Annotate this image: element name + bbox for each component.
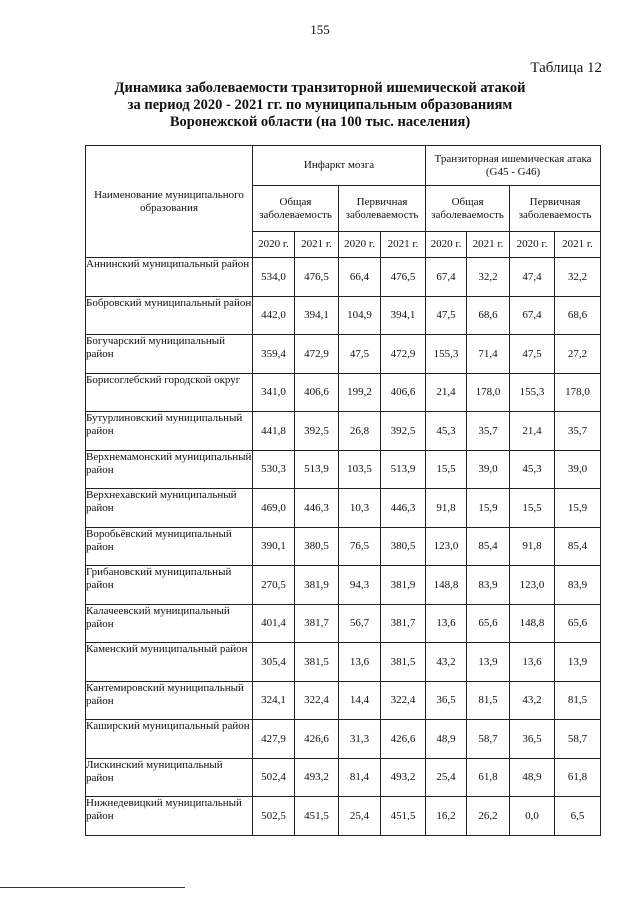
value-cell: 32,2	[467, 258, 510, 297]
value-cell: 27,2	[555, 335, 601, 374]
value-cell: 39,0	[555, 450, 601, 489]
value-cell: 56,7	[339, 604, 381, 643]
value-cell: 513,9	[295, 450, 339, 489]
value-cell: 21,4	[426, 373, 467, 412]
value-cell: 534,0	[253, 258, 295, 297]
value-cell: 39,0	[467, 450, 510, 489]
value-cell: 10,3	[339, 489, 381, 528]
value-cell: 94,3	[339, 566, 381, 605]
value-cell: 48,9	[426, 720, 467, 759]
table-row	[86, 758, 601, 797]
value-cell: 36,5	[510, 720, 555, 759]
value-cell: 71,4	[467, 335, 510, 374]
title-line: Воронежской области (на 100 тыс. населения)	[169, 114, 471, 130]
municipality-name: Борисоглебский городской округ	[86, 373, 253, 412]
value-cell: 322,4	[381, 681, 426, 720]
municipality-name: Бобровский муниципальный район	[86, 296, 253, 335]
table-row	[86, 720, 601, 759]
value-cell: 390,1	[253, 527, 295, 566]
value-cell: 381,5	[295, 643, 339, 682]
value-cell: 43,2	[426, 643, 467, 682]
value-cell: 426,6	[381, 720, 426, 759]
header-year: 2020 г.	[339, 232, 381, 258]
value-cell: 47,5	[426, 296, 467, 335]
value-cell: 446,3	[381, 489, 426, 528]
value-cell: 61,8	[555, 758, 601, 797]
value-cell: 35,7	[467, 412, 510, 451]
value-cell: 451,5	[295, 797, 339, 836]
value-cell: 123,0	[426, 527, 467, 566]
header-tia: Транзиторная ишемическая атака (G45 - G46)	[426, 146, 601, 186]
table-row	[86, 335, 601, 374]
page-number: 155	[310, 22, 330, 37]
footer-divider	[0, 887, 185, 888]
value-cell: 502,5	[253, 797, 295, 836]
value-cell: 15,9	[467, 489, 510, 528]
value-cell: 103,5	[339, 450, 381, 489]
table-label: Таблица 12	[530, 60, 602, 76]
value-cell: 83,9	[467, 566, 510, 605]
value-cell: 35,7	[555, 412, 601, 451]
table-row	[86, 412, 601, 451]
value-cell: 381,7	[295, 604, 339, 643]
municipality-name: Верхнехавский муниципальный район	[86, 489, 253, 528]
table-row	[86, 450, 601, 489]
header-total-morbidity: Общая заболеваемость	[253, 186, 339, 232]
value-cell: 65,6	[555, 604, 601, 643]
table-row	[86, 604, 601, 643]
value-cell: 381,9	[295, 566, 339, 605]
table-row	[86, 566, 601, 605]
header-total-morbidity: Общая заболеваемость	[426, 186, 510, 232]
value-cell: 66,4	[339, 258, 381, 297]
value-cell: 178,0	[467, 373, 510, 412]
table-row	[86, 296, 601, 335]
header-stroke: Инфаркт мозга	[253, 146, 426, 186]
morbidity-table	[85, 145, 601, 836]
municipality-name: Бутурлиновский муниципальный район	[86, 412, 253, 451]
municipality-name: Кантемировский муниципальный район	[86, 681, 253, 720]
value-cell: 380,5	[381, 527, 426, 566]
header-name: Наименование муниципального образования	[86, 146, 253, 258]
value-cell: 476,5	[381, 258, 426, 297]
header-year: 2020 г.	[510, 232, 555, 258]
value-cell: 36,5	[426, 681, 467, 720]
value-cell: 426,6	[295, 720, 339, 759]
value-cell: 104,9	[339, 296, 381, 335]
value-cell: 380,5	[295, 527, 339, 566]
value-cell: 25,4	[339, 797, 381, 836]
value-cell: 381,9	[381, 566, 426, 605]
value-cell: 381,5	[381, 643, 426, 682]
value-cell: 61,8	[467, 758, 510, 797]
value-cell: 13,6	[426, 604, 467, 643]
header-year: 2021 г.	[555, 232, 601, 258]
value-cell: 270,5	[253, 566, 295, 605]
value-cell: 48,9	[510, 758, 555, 797]
table-row	[86, 527, 601, 566]
value-cell: 15,5	[426, 450, 467, 489]
value-cell: 25,4	[426, 758, 467, 797]
value-cell: 155,3	[510, 373, 555, 412]
municipality-name: Богучарский муниципальный район	[86, 335, 253, 374]
value-cell: 15,5	[510, 489, 555, 528]
value-cell: 530,3	[253, 450, 295, 489]
value-cell: 502,4	[253, 758, 295, 797]
value-cell: 68,6	[467, 296, 510, 335]
title-line: Динамика заболеваемости транзиторной ишемической атакой	[114, 80, 526, 96]
value-cell: 341,0	[253, 373, 295, 412]
header-primary-morbidity: Первичная заболеваемость	[339, 186, 426, 232]
value-cell: 451,5	[381, 797, 426, 836]
value-cell: 513,9	[381, 450, 426, 489]
value-cell: 148,8	[510, 604, 555, 643]
municipality-name: Каменский муниципальный район	[86, 643, 253, 682]
value-cell: 0,0	[510, 797, 555, 836]
value-cell: 13,9	[555, 643, 601, 682]
value-cell: 32,2	[555, 258, 601, 297]
value-cell: 493,2	[295, 758, 339, 797]
value-cell: 83,9	[555, 566, 601, 605]
value-cell: 47,5	[510, 335, 555, 374]
value-cell: 81,4	[339, 758, 381, 797]
value-cell: 472,9	[381, 335, 426, 374]
value-cell: 45,3	[426, 412, 467, 451]
table-row	[86, 258, 601, 297]
value-cell: 394,1	[295, 296, 339, 335]
value-cell: 406,6	[381, 373, 426, 412]
header-year: 2021 г.	[467, 232, 510, 258]
municipality-name: Аннинский муниципальный район	[86, 258, 253, 297]
value-cell: 47,5	[339, 335, 381, 374]
table-row	[86, 489, 601, 528]
value-cell: 76,5	[339, 527, 381, 566]
value-cell: 392,5	[381, 412, 426, 451]
value-cell: 442,0	[253, 296, 295, 335]
value-cell: 427,9	[253, 720, 295, 759]
value-cell: 67,4	[426, 258, 467, 297]
page-title	[60, 80, 580, 131]
table-row	[86, 797, 601, 836]
value-cell: 43,2	[510, 681, 555, 720]
title-line: за период 2020 - 2021 гг. по муниципальным образованиям	[127, 97, 513, 113]
value-cell: 45,3	[510, 450, 555, 489]
value-cell: 26,8	[339, 412, 381, 451]
value-cell: 6,5	[555, 797, 601, 836]
value-cell: 406,6	[295, 373, 339, 412]
header-year: 2020 г.	[253, 232, 295, 258]
value-cell: 472,9	[295, 335, 339, 374]
value-cell: 155,3	[426, 335, 467, 374]
value-cell: 178,0	[555, 373, 601, 412]
value-cell: 322,4	[295, 681, 339, 720]
header-year: 2020 г.	[426, 232, 467, 258]
header-year: 2021 г.	[381, 232, 426, 258]
municipality-name: Воробьёвский муниципальный район	[86, 527, 253, 566]
value-cell: 123,0	[510, 566, 555, 605]
value-cell: 81,5	[555, 681, 601, 720]
value-cell: 58,7	[467, 720, 510, 759]
value-cell: 305,4	[253, 643, 295, 682]
value-cell: 13,6	[339, 643, 381, 682]
value-cell: 91,8	[510, 527, 555, 566]
value-cell: 14,4	[339, 681, 381, 720]
municipality-name: Калачеевский муниципальный район	[86, 604, 253, 643]
value-cell: 401,4	[253, 604, 295, 643]
table-row	[86, 373, 601, 412]
value-cell: 446,3	[295, 489, 339, 528]
value-cell: 58,7	[555, 720, 601, 759]
value-cell: 81,5	[467, 681, 510, 720]
value-cell: 148,8	[426, 566, 467, 605]
value-cell: 65,6	[467, 604, 510, 643]
value-cell: 68,6	[555, 296, 601, 335]
value-cell: 13,6	[510, 643, 555, 682]
value-cell: 394,1	[381, 296, 426, 335]
value-cell: 324,1	[253, 681, 295, 720]
table-row	[86, 643, 601, 682]
value-cell: 199,2	[339, 373, 381, 412]
value-cell: 469,0	[253, 489, 295, 528]
municipality-name: Лискинский муниципальный район	[86, 758, 253, 797]
table-body	[86, 258, 601, 836]
value-cell: 493,2	[381, 758, 426, 797]
header-primary-morbidity: Первичная заболеваемость	[510, 186, 601, 232]
municipality-name: Нижнедевицкий муниципальный район	[86, 797, 253, 836]
value-cell: 21,4	[510, 412, 555, 451]
value-cell: 359,4	[253, 335, 295, 374]
value-cell: 31,3	[339, 720, 381, 759]
municipality-name: Каширский муниципальный район	[86, 720, 253, 759]
value-cell: 441,8	[253, 412, 295, 451]
value-cell: 26,2	[467, 797, 510, 836]
value-cell: 13,9	[467, 643, 510, 682]
value-cell: 15,9	[555, 489, 601, 528]
value-cell: 85,4	[555, 527, 601, 566]
value-cell: 392,5	[295, 412, 339, 451]
value-cell: 381,7	[381, 604, 426, 643]
municipality-name: Грибановский муниципальный район	[86, 566, 253, 605]
value-cell: 91,8	[426, 489, 467, 528]
value-cell: 85,4	[467, 527, 510, 566]
value-cell: 16,2	[426, 797, 467, 836]
value-cell: 476,5	[295, 258, 339, 297]
value-cell: 47,4	[510, 258, 555, 297]
municipality-name: Верхнемамонский муниципальный район	[86, 450, 253, 489]
header-year: 2021 г.	[295, 232, 339, 258]
table-row	[86, 681, 601, 720]
value-cell: 67,4	[510, 296, 555, 335]
